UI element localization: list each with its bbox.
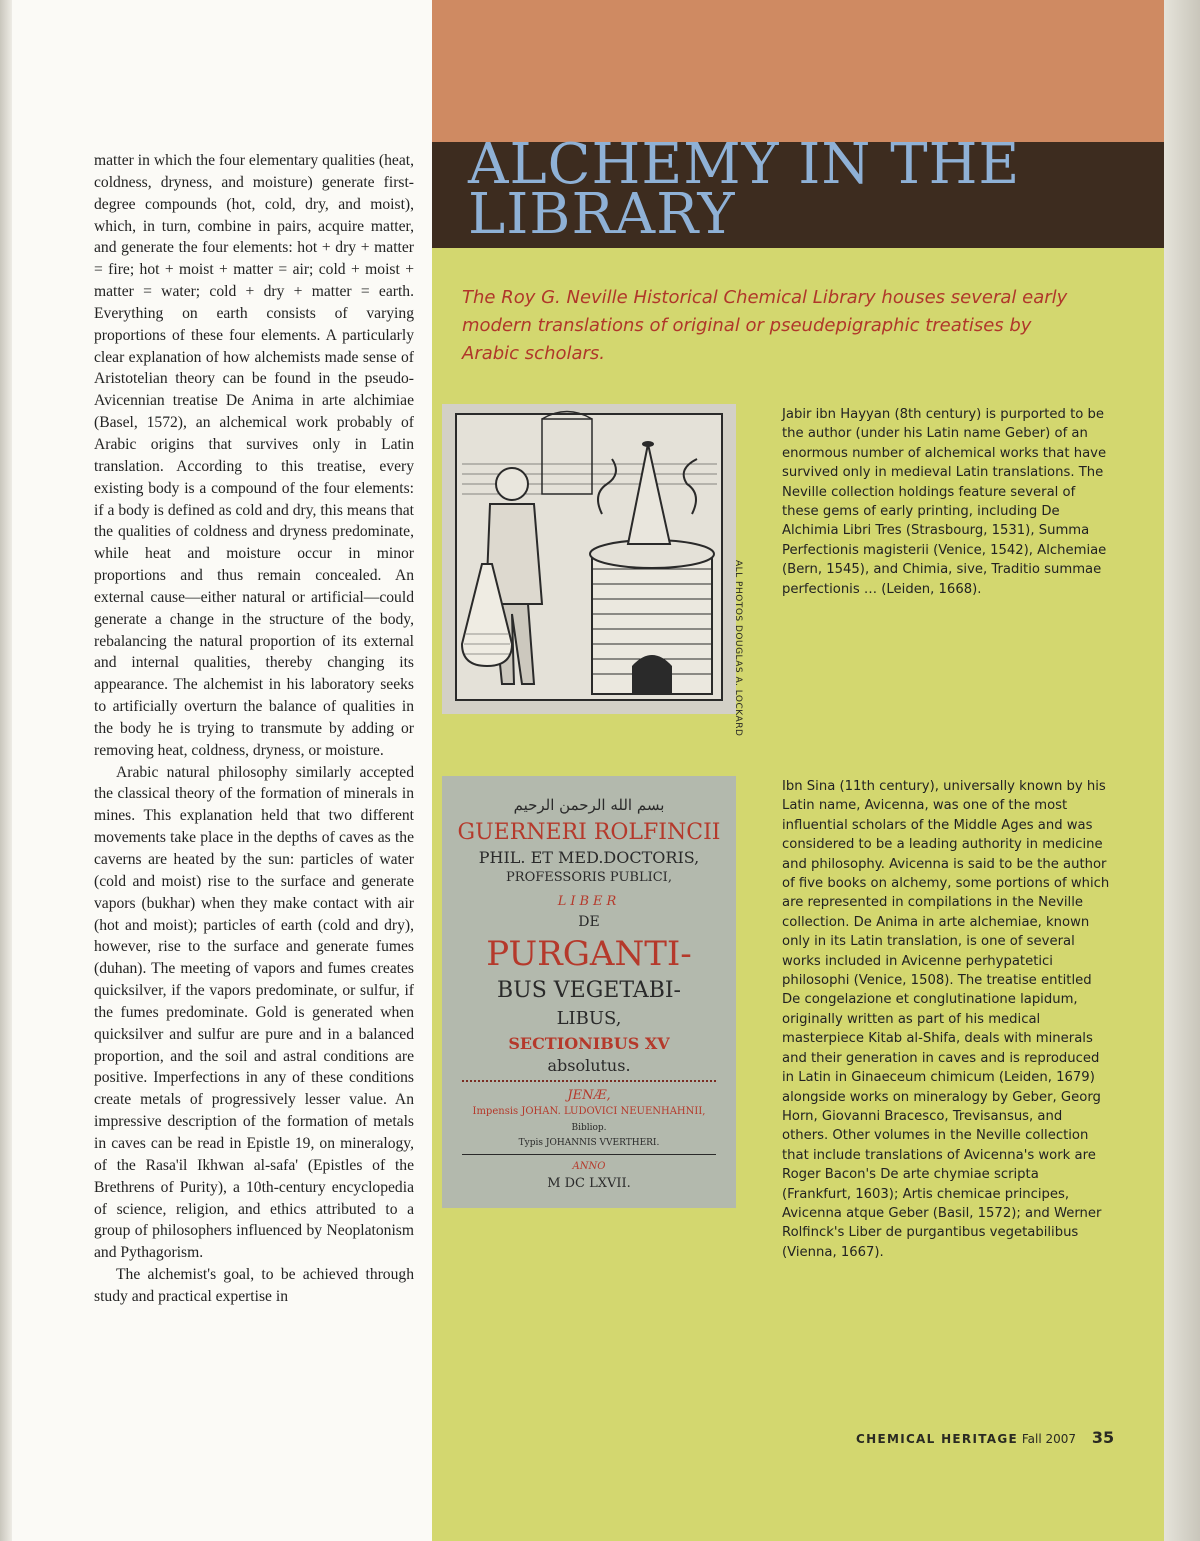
sidebar-title [468, 132, 1021, 247]
book-spine-shadow [0, 0, 12, 1541]
title-page-title-3: LIBUS, [556, 1008, 622, 1029]
title-page-liber: LIBER [557, 894, 621, 909]
magazine-name: CHEMICAL HERITAGE [856, 1432, 1019, 1446]
article-paragraph-1: matter in which the four elementary qualities (heat, coldness, dryness, and moisture) generate first-degree compounds (hot, cold, dry, and moist), which, in turn, combine in pairs, acquire matter, and generate the four elements: hot + dry + matter = fire; hot + moist + matter = air; cold + moist + matter = water; cold + dry + matter = earth. Everything on earth consists of varying proportions of these four elements. A particularly clear explanation of how alchemists made sense of Aristotelian theory can be found in the pseudo-Avicennian treatise De Anima in arte alchimiae (Basel, 1572), an alchemical work probably of Arabic origins that survives only in Latin translation. According to this treatise, every existing body is a compound of the four elements: if a body is defined as cold and dry, this means that the qualities of coldness and dryness predominate, while heat and moisture occur in minor proportions and thus remain concealed. An external cause—either natural or artificial—could generate a change in the structure of the body, rebalancing the natural proportion of its external and internal qualities, thereby changing its appearance. The alchemist in his laboratory seeks to artificially overturn the balance of qualities in the body he is trying to transmute by adding or removing heat, coldness, dryness, or moisture. [94, 152, 414, 759]
ornament-divider [462, 1080, 716, 1082]
title-page-professor: PROFESSORIS PUBLICI, [506, 870, 672, 885]
header-orange-band [432, 0, 1164, 142]
rolfinck-title-page-image [442, 776, 736, 1208]
left-page [12, 0, 432, 1541]
woodcut-illustration [442, 404, 736, 714]
woodcut-alchemist-image [442, 404, 736, 714]
title-page-degrees: PHIL. ET MED.DOCTORIS, [478, 848, 700, 867]
title-page-city: JENÆ, [567, 1088, 611, 1103]
title-page-title-2: BUS VEGETABI- [496, 978, 681, 1003]
sidebar-page [432, 0, 1164, 1541]
title-page-year: M DC LXVII. [547, 1176, 631, 1191]
page-footer [856, 1428, 1114, 1447]
title-page-arabic: بسم الله الرحمن الرحيم [513, 796, 665, 814]
title-page-sections: SECTIONIBUS XV [508, 1034, 670, 1053]
sidebar-title-line-2: LIBRARY [468, 182, 736, 247]
title-page-absolutus: absolutus. [547, 1056, 631, 1075]
caption-jabir: Jabir ibn Hayyan (8th century) is purported to be the author (under his Latin name Geber) of an enormous number of alchemical works that have survived only in medieval Latin translations. The Neville collection holdings feature several of these gems of early printing, including De Alchimia Libri Tres (Strasbourg, 1531), Summa Perfectionis magisterii (Venice, 1542), Alchemiae (Bern, 1545), and Chimia, sive, Traditio summae perfectionis … (Leiden, 1668). [782, 407, 1107, 597]
article-paragraph-2: Arabic natural philosophy similarly accepted the classical theory of the formation of minerals in mines. This explanation held that two different movements take place in the depths of caves as the caverns are heated by the sun: particles of water (cold and moist) rise to the surface and generate vapors (bukhar) when they make contact with air (hot and moist); particles of earth (cold and dry), however, rise to the surface and generate fumes (duhan). The meeting of vapors and fumes creates quicksilver, if the vapors predominate, or sulfur, if the fumes predominate. Gold is generated when quicksilver and sulfur are pure and in a balanced proportion, and the soil and astral conditions are positive. Imperfections in any of these conditions create metals of progressively lesser value. An impressive description of the formation of metals in caves can be read in Epistle 19, on mineralogy, of the Rasa'il Ikhwan al-safa' (Epistles of the Brethrens of Purity), a 10th-century encyclopedia of science, religion, and ethics attributed to a group of philosophers influenced by Neoplatonism and Pythagorism. [94, 763, 414, 1262]
title-page-anno: ANNO [572, 1161, 606, 1172]
caption-avicenna: Ibn Sina (11th century), universally known by his Latin name, Avicenna, was one of the most influential scholars of the Middle Ages and was considered to be a leading authority in medicine and philosophy. Avicenna is said to be the author of five books on alchemy, some portions of which are represented in compilations in the Neville collection. De Anima in arte alchemiae, known only in its Latin translation, is one of several works included in Avicenne perhypatetici philosophi (Venice, 1508). The treatise entitled De congelazione et conglutinatione lapidum, originally written as part of his medical masterpiece Kitab al-Shifa, deals with minerals and their generation in caves and is reproduced in Latin in Ginaeceum chimicum (Leiden, 1679) alongside works on mineralogy by Geber, Georg Horn, Giovanni Bracesco, Trevisansus, and others. Other volumes in the Neville collection that include translations of Avicenna's work are Roger Bacon's De arte chymiae scripta (Frankfurt, 1603); Artis chemicae principes, Avicenna atque Geber (Basil, 1572); and Werner Rolfinck's Liber de purgantibus vegetabilibus (Vienna, 1667). [782, 779, 1110, 1260]
issue-date: Fall 2007 [1021, 1432, 1077, 1446]
rule-divider [462, 1154, 716, 1155]
title-page-author: GUERNERI ROLFINCII [457, 820, 721, 845]
article-paragraph-3: The alchemist's goal, to be achieved through study and practical expertise in [94, 1266, 414, 1305]
title-page-publisher: Impensis JOHAN. LUDOVICI NEUENHAHNII, [472, 1106, 706, 1117]
page-edge-shadow [1164, 0, 1200, 1541]
page-number: 35 [1091, 1428, 1115, 1447]
title-page-bibliop: Bibliop. [571, 1123, 607, 1133]
sidebar-subtitle: The Roy G. Neville Historical Chemical Library houses several early modern translations of original or pseudepigraphic treatises by Arabic scholars. [462, 287, 1068, 364]
title-page-printer: Typis JOHANNIS VVERTHERI. [518, 1138, 660, 1148]
title-page-de: DE [578, 914, 600, 930]
left-article-column [94, 150, 414, 1308]
sidebar-title-line-1: ALCHEMY IN THE [468, 132, 1021, 197]
photo-credit-text: ALL PHOTOS DOUGLAS A. LOCKARD [733, 560, 743, 737]
title-page-title-1: PURGANTI- [486, 934, 692, 974]
